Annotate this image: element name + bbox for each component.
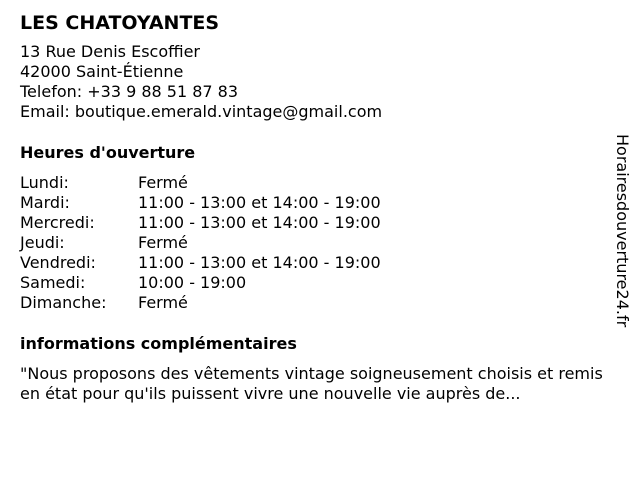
site-watermark [613, 134, 640, 344]
hours-time: Fermé [138, 293, 188, 312]
hours-day: Jeudi: [20, 233, 65, 252]
info-heading: informations complémentaires [20, 334, 297, 353]
hours-table [20, 173, 620, 313]
info-description: "Nous proposons des vêtements vintage soigneusement choisis et remis en état pour qu'ils puissent vivre une nouvelle vie auprès de... [20, 364, 603, 403]
address-street: 13 Rue Denis Escoffier [20, 42, 201, 61]
hours-row-saturday [20, 273, 620, 293]
hours-day: Mercredi: [20, 213, 95, 232]
hours-row-sunday [20, 293, 620, 313]
hours-row-friday [20, 253, 620, 273]
hours-day: Lundi: [20, 173, 69, 192]
hours-day: Vendredi: [20, 253, 96, 272]
hours-time: Fermé [138, 173, 188, 192]
hours-time: 11:00 - 13:00 et 14:00 - 19:00 [138, 253, 381, 272]
hours-row-thursday [20, 233, 620, 253]
hours-time: 11:00 - 13:00 et 14:00 - 19:00 [138, 213, 381, 232]
site-watermark-text: Horairesdouverture24.fr [613, 134, 632, 328]
email-address: Email: boutique.emerald.vintage@gmail.com [20, 102, 383, 121]
business-name: LES CHATOYANTES [20, 12, 220, 34]
hours-row-monday [20, 173, 620, 193]
hours-day: Samedi: [20, 273, 86, 292]
hours-heading: Heures d'ouverture [20, 143, 196, 162]
hours-day: Dimanche: [20, 293, 107, 312]
business-card [20, 10, 620, 404]
hours-time: 11:00 - 13:00 et 14:00 - 19:00 [138, 193, 381, 212]
hours-row-wednesday [20, 213, 620, 233]
hours-time: Fermé [138, 233, 188, 252]
phone-number: Telefon: +33 9 88 51 87 83 [20, 82, 239, 101]
hours-row-tuesday [20, 193, 620, 213]
hours-day: Mardi: [20, 193, 70, 212]
address-city: 42000 Saint-Étienne [20, 62, 184, 81]
hours-time: 10:00 - 19:00 [138, 273, 247, 292]
